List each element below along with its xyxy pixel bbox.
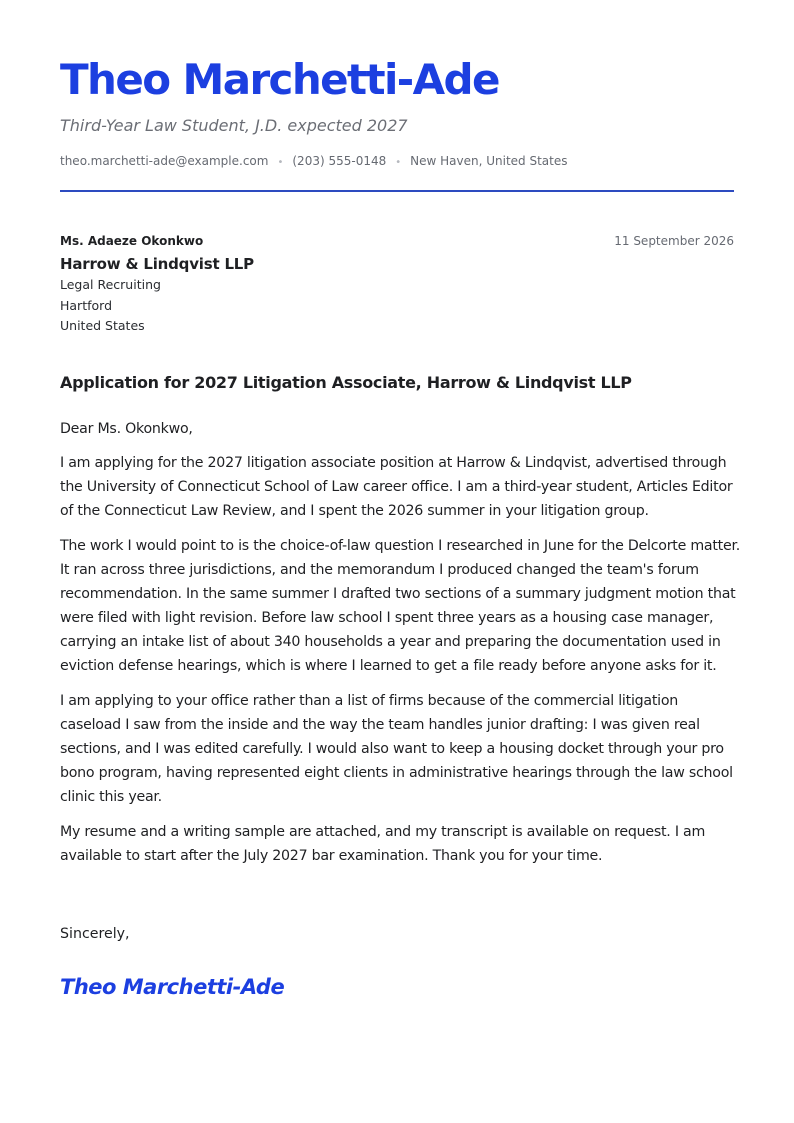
contact-phone[interactable]: (203) 555-0148 xyxy=(292,154,387,168)
letter-paragraph: I am applying to your office rather than a list of firms because of the commercial litigation caseload I saw from the inside and the way the team handles junior drafting: I was given real sections, and I was edited carefully. I would also want to keep a housing docket through your pro bono program, having represented eight clients in administrative hearings through the law school clinic this year. xyxy=(60,693,733,805)
separator-dot: • xyxy=(277,157,284,168)
letter-salutation: Dear Ms. Okonkwo, xyxy=(60,421,193,437)
recipient-department: Legal Recruiting xyxy=(60,277,161,292)
recipient-country: United States xyxy=(60,318,145,333)
applicant-tagline: Third-Year Law Student, J.D. expected 2027 xyxy=(60,116,408,135)
contact-email[interactable]: theo.marchetti-ade@example.com xyxy=(60,154,269,168)
letter-paragraph: I am applying for the 2027 litigation associate position at Harrow & Lindqvist, advertised through the University of Connecticut School of Law career office. I am a third-year student, Articles Editor of the Connecticut Law Review, and I spent the 2026 summer in your litigation group. xyxy=(60,455,733,519)
letter-subject: Application for 2027 Litigation Associate, Harrow & Lindqvist LLP xyxy=(60,373,632,392)
letter-paragraph: The work I would point to is the choice-of-law question I researched in June for the Delcorte matter. It ran across three jurisdictions, and the memorandum I produced changed the team's forum recommendation. In the same summer I drafted two sections of a summary judgment motion that were filed with light revision. Before law school I spent three years as a housing case manager, carrying an intake list of about 340 households a year and preparing the documentation used in eviction defense hearings, which is where I learned to get a file ready before anyone asks for it. xyxy=(60,538,740,674)
contact-line xyxy=(60,152,567,172)
recipient-block xyxy=(60,232,734,337)
recipient-name: Ms. Adaeze Okonkwo xyxy=(60,234,204,248)
header-divider xyxy=(60,190,734,192)
applicant-name: Theo Marchetti-Ade xyxy=(60,55,499,104)
recipient-city: Hartford xyxy=(60,297,113,313)
letter-date: 11 September 2026 xyxy=(614,234,734,248)
contact-location: New Haven, United States xyxy=(410,154,568,168)
separator-dot: • xyxy=(395,157,402,168)
recipient-firm: Harrow & Lindqvist LLP xyxy=(60,255,254,273)
letter-closing: Sincerely, xyxy=(60,926,130,942)
letter-signature: Theo Marchetti-Ade xyxy=(60,975,285,999)
letter-body xyxy=(60,417,740,879)
letter-paragraph: My resume and a writing sample are attached, and my transcript is available on request. I am available to start after the July 2027 bar examination. Thank you for your time. xyxy=(60,824,706,864)
